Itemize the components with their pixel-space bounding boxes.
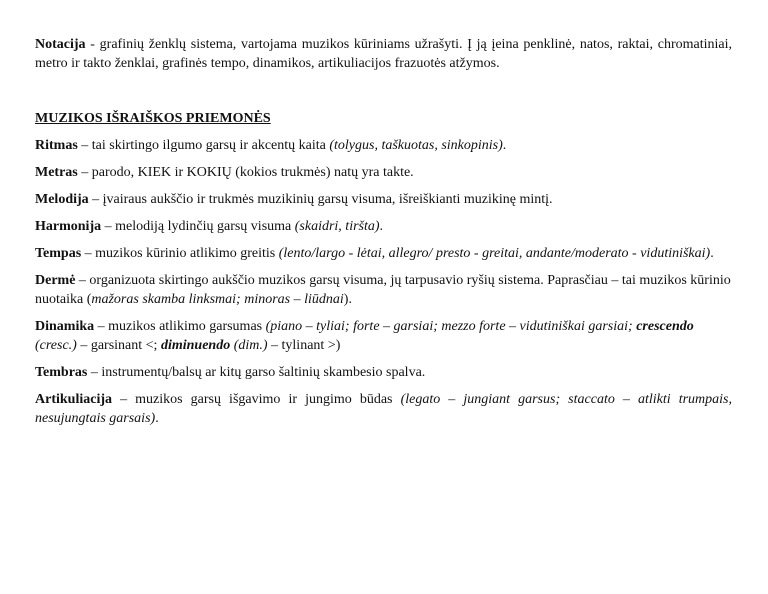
dinamika-dim-text: – tylinant >) (267, 338, 341, 353)
term-ritmas: Ritmas (35, 138, 78, 153)
item-melodija (35, 190, 732, 209)
item-harmonija (35, 217, 732, 236)
intro-text: - grafinių ženklų sistema, vartojama muzikos kūriniams užrašyti. Į ją įeina penklinė, natos, raktai, chromatiniai, metro ir takto ženklai, grafinės tempo, dinamikos, artikuliacijos frazuotės atžymos. (35, 37, 732, 71)
dinamika-text: – muzikos atlikimo garsumas (94, 319, 266, 334)
ritmas-end: . (502, 138, 507, 153)
artikuliacija-example: (legato – jungiant garsus; staccato – atlikti trumpais, nesujungtais garsais) (35, 392, 733, 426)
dinamika-cresc-text: – garsinant <; (76, 338, 161, 353)
dinamika-crescendo: crescendo (636, 319, 694, 334)
item-dinamika (35, 317, 732, 355)
derme-end: ). (343, 292, 352, 307)
tembras-text: – instrumentų/balsų ar kitų garso šaltinių skambesio spalva. (87, 365, 426, 380)
ritmas-text: – tai skirtingo ilgumo garsų ir akcentų kaita (77, 138, 330, 153)
term-derme: Dermė (35, 273, 76, 288)
dinamika-cresc: (cresc.) (35, 338, 77, 353)
intro-paragraph (35, 35, 732, 73)
term-metras: Metras (35, 165, 78, 180)
dinamika-dim: (dim.) (230, 338, 268, 353)
term-harmonija: Harmonija (35, 219, 102, 234)
item-artikuliacija (35, 390, 732, 428)
dinamika-diminuendo: diminuendo (160, 338, 231, 353)
harmonija-end: . (379, 219, 384, 234)
item-ritmas (35, 136, 732, 155)
item-derme (35, 271, 732, 309)
tempas-end: . (710, 246, 714, 261)
tempas-example: (lento/largo - lėtai, allegro/ presto - greitai, andante/moderato - vidutiniškai) (278, 246, 711, 261)
term-tembras: Tembras (35, 365, 88, 380)
document-page (35, 35, 732, 436)
dinamika-example: (piano – tyliai; forte – garsiai; mezzo forte – vidutiniškai garsiai; (265, 319, 633, 334)
harmonija-text: – melodiją lydinčių garsų visuma (101, 219, 295, 234)
artikuliacija-end: . (155, 411, 159, 426)
ritmas-example: (tolygus, taškuotas, sinkopinis) (329, 138, 503, 153)
term-tempas: Tempas (35, 246, 82, 261)
item-metras (35, 163, 732, 182)
term-melodija: Melodija (35, 192, 89, 207)
item-tempas (35, 244, 732, 263)
item-tembras (35, 363, 732, 382)
term-dinamika: Dinamika (35, 319, 95, 334)
artikuliacija-text: – muzikos garsų išgavimo ir jungimo būdas (112, 392, 401, 407)
term-artikuliacija: Artikuliacija (35, 392, 112, 407)
melodija-text: – įvairaus aukščio ir trukmės muzikinių garsų visuma, išreiškianti muzikinę mintį. (88, 192, 553, 207)
metras-text: – parodo, KIEK ir KOKIŲ (kokios trukmės) natų yra takte. (77, 165, 414, 180)
derme-example: mažoras skamba linksmai; minoras – liūdnai (91, 292, 344, 307)
tempas-text: – muzikos kūrinio atlikimo greitis (81, 246, 279, 261)
harmonija-example: (skaidri, tiršta) (294, 219, 380, 234)
derme-text: – organizuota skirtingo aukščio muzikos garsų visuma, jų tarpusavio ryšių sistema. Paprasčiau – tai muzikos kūrinio nuotaika ( (35, 273, 731, 307)
term-notacija: Notacija (35, 37, 86, 52)
section-heading: MUZIKOS IŠRAIŠKOS PRIEMONĖS (35, 111, 271, 126)
